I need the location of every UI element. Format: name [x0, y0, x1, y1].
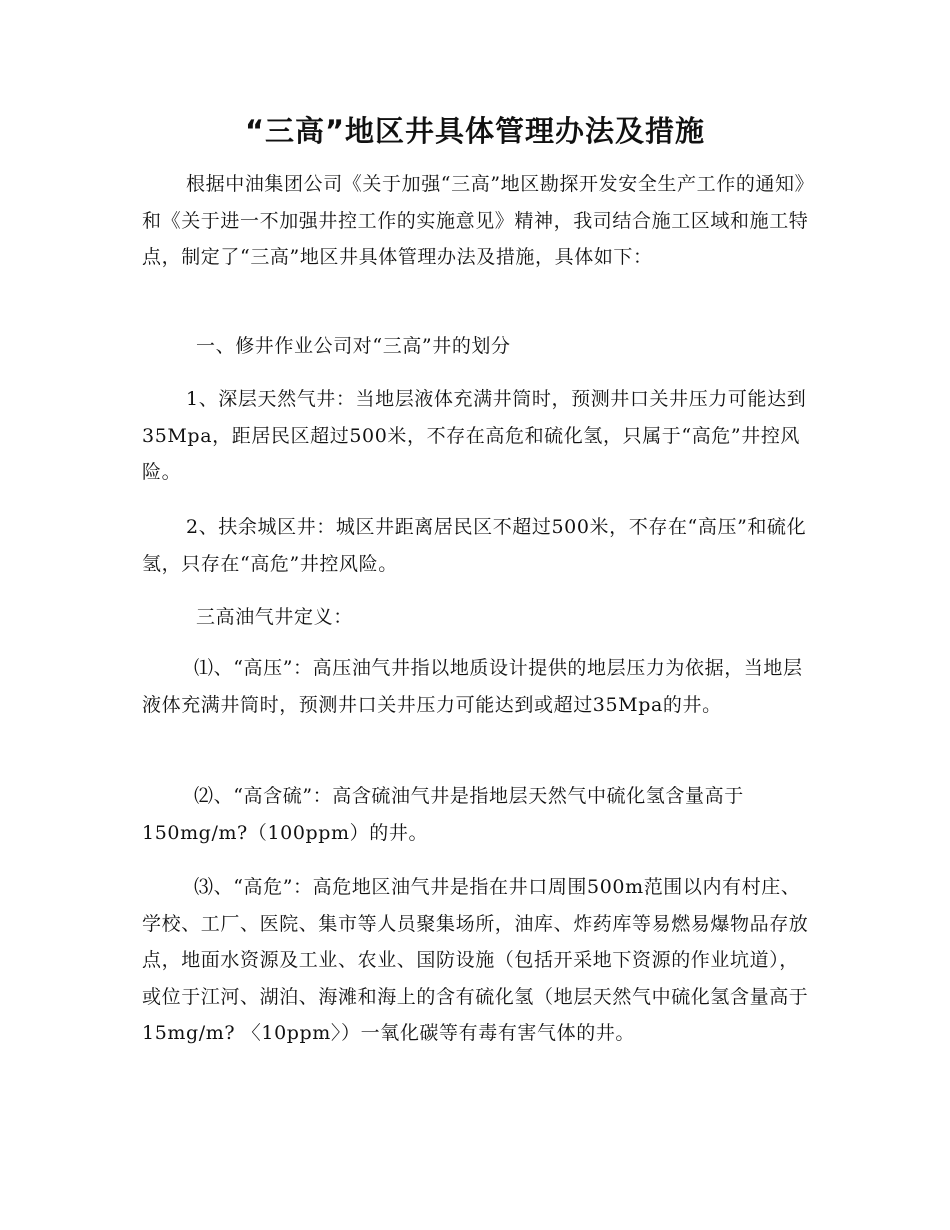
definition-high-risk: ⑶、“高危”：高危地区油气井是指在井口周围500m范围以内有村庄、学校、工厂、医院、集市等人员聚集场所，油库、炸药库等易燃易爆物品存放点，地面水资源及工业、农业、国防设施（包括开采地下资源的作业坑道），或位于江河、湖泊、海滩和海上的含有硫化氢（地层天然气中硫化氢含量高于15mg/m? 〈10ppm〉）一氧化碳等有毒有害气体的井。 — [142, 876, 809, 1044]
item-1-paragraph: 1、深层天然气井：当地层液体充满井筒时，预测井口关井压力可能达到35Mpa，距居民区超过500米，不存在高危和硫化氢，只属于“高危”井控风险。 — [142, 388, 807, 483]
definition-high-pressure: ⑴、“高压”：高压油气井指以地质设计提供的地层压力为依据，当地层液体充满井筒时，预测井口关井压力可能达到或超过35Mpa的井。 — [142, 657, 803, 716]
definition-heading: 三高油气井定义： — [196, 606, 353, 628]
definition-high-sulfur: ⑵、“高含硫”：高含硫油气井是指地层天然气中硫化氢含量高于150mg/m?（100ppm）的井。 — [142, 785, 744, 844]
document-title: “三高”地区井具体管理办法及措施 — [244, 114, 706, 148]
item-2-paragraph: 2、扶余城区井：城区井距离居民区不超过500米，不存在“高压”和硫化氢，只存在“高危”井控风险。 — [142, 516, 807, 575]
intro-paragraph: 根据中油集团公司《关于加强“三高”地区勘探开发安全生产工作的通知》和《关于进一不加强井控工作的实施意见》精神，我司结合施工区域和施工特点，制定了“三高”地区井具体管理办法及措施，具体如下： — [142, 173, 809, 268]
section-heading: 一、修井作业公司对“三高”井的划分 — [196, 335, 511, 357]
